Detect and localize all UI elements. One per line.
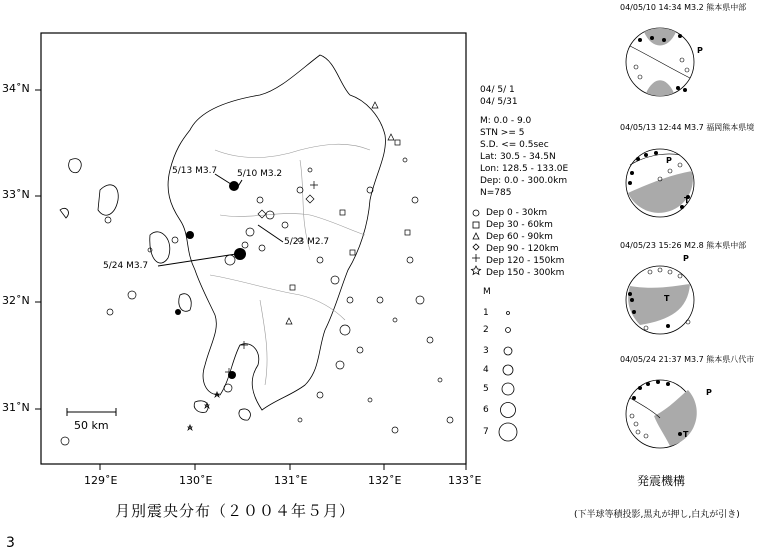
focal-mechanism-3 (626, 266, 694, 334)
date-to: 04/ 5/31 (480, 97, 518, 107)
p-axis-label: P (706, 388, 712, 397)
catalog-criteria: Lon: 128.5 - 133.0E (480, 164, 569, 174)
depth-legend-label: Dep 0 - 30km (486, 208, 548, 218)
epicenter-marker (186, 231, 194, 239)
epicenter-marker (228, 371, 236, 379)
depth-legend-label: Dep 120 - 150km (486, 256, 565, 266)
event-annotation: 5/23 M2.7 (284, 237, 330, 247)
event-count: N=785 (480, 188, 512, 198)
magnitude-circle (506, 328, 511, 333)
page-number: 3 (6, 535, 15, 551)
p-axis-label: P (697, 46, 703, 55)
legend-symbol-circle (473, 210, 479, 216)
t-axis-label: T (664, 294, 670, 303)
epicenter-marker (175, 309, 181, 315)
figure-title: 月別震央分布（２００４年５月） (115, 502, 356, 520)
mechanism-title: 発震機構 (637, 474, 686, 488)
scale-bar-label: 50 km (74, 419, 109, 432)
mechanism-label: 04/05/23 15:26 M2.8 熊本県中部 (620, 241, 747, 250)
magnitude-circle (501, 403, 516, 418)
magnitude-legend-label: 1 (483, 308, 489, 318)
magnitude-circle (499, 423, 517, 441)
depth-legend-label: Dep 30 - 60km (486, 220, 553, 230)
magnitude-legend-label: 7 (483, 427, 489, 437)
x-tick-label: 129˚E (84, 474, 118, 487)
date-from: 04/ 5/ 1 (480, 85, 515, 95)
y-tick-label: 32˚N (2, 294, 30, 307)
magnitude-legend-header: M (483, 287, 491, 297)
mechanism-label: 04/05/24 21:37 M3.7 熊本県八代市 (620, 355, 755, 364)
depth-legend-label: Dep 90 - 120km (486, 244, 559, 254)
catalog-criteria: Dep: 0.0 - 300.0km (480, 176, 568, 186)
event-annotation: 5/24 M3.7 (103, 261, 149, 271)
legend-symbol-star (472, 266, 481, 274)
p-axis-label: P (683, 254, 689, 263)
magnitude-legend-label: 5 (483, 384, 489, 394)
x-tick-label: 130˚E (179, 474, 213, 487)
x-tick-label: 131˚E (274, 474, 308, 487)
depth-legend-label: Dep 150 - 300km (486, 268, 565, 278)
magnitude-legend-label: 4 (483, 365, 489, 375)
magnitude-circle (502, 383, 514, 395)
legend-symbol-diamond (473, 244, 479, 250)
catalog-criteria: S.D. <= 0.5sec (480, 140, 549, 150)
mechanism-label: 04/05/13 12:44 M3.7 福岡熊本県境 (620, 123, 755, 132)
legend-symbol-triangle (473, 233, 479, 239)
event-annotation: 5/10 M3.2 (237, 169, 283, 179)
magnitude-legend-circles (499, 312, 517, 442)
catalog-criteria: Lat: 30.5 - 34.5N (480, 152, 556, 162)
focal-mechanism-2 (626, 149, 694, 217)
magnitude-legend-label: 2 (483, 325, 489, 335)
t-axis-label: T (683, 430, 689, 439)
mechanism-label: 04/05/10 14:34 M3.2 熊本県中部 (620, 3, 747, 12)
legend-symbol-square (473, 222, 479, 228)
focal-mechanism-1 (626, 28, 694, 96)
x-tick-label: 132˚E (368, 474, 402, 487)
magnitude-circle (507, 312, 510, 315)
t-axis-label: T (684, 196, 690, 205)
depth-legend-symbols (472, 210, 481, 274)
magnitude-circle (504, 347, 512, 355)
x-tick-label: 133˚E (448, 474, 482, 487)
y-tick-label: 33˚N (2, 188, 30, 201)
legend-symbol-plus (472, 254, 480, 262)
magnitude-legend-label: 3 (483, 346, 489, 356)
depth-legend-label: Dep 60 - 90km (486, 232, 553, 242)
catalog-criteria: STN >= 5 (480, 128, 525, 138)
catalog-criteria: M: 0.0 - 9.0 (480, 116, 532, 126)
mechanism-note: (下半球等積投影,黒丸が押し,白丸が引き) (574, 510, 740, 520)
y-tick-label: 31˚N (2, 401, 30, 414)
y-tick-label: 34˚N (2, 82, 30, 95)
event-annotation: 5/13 M3.7 (172, 166, 218, 176)
p-axis-label: P (666, 156, 672, 165)
magnitude-legend-label: 6 (483, 405, 489, 415)
magnitude-circle (503, 365, 513, 375)
map-panel (35, 33, 466, 470)
